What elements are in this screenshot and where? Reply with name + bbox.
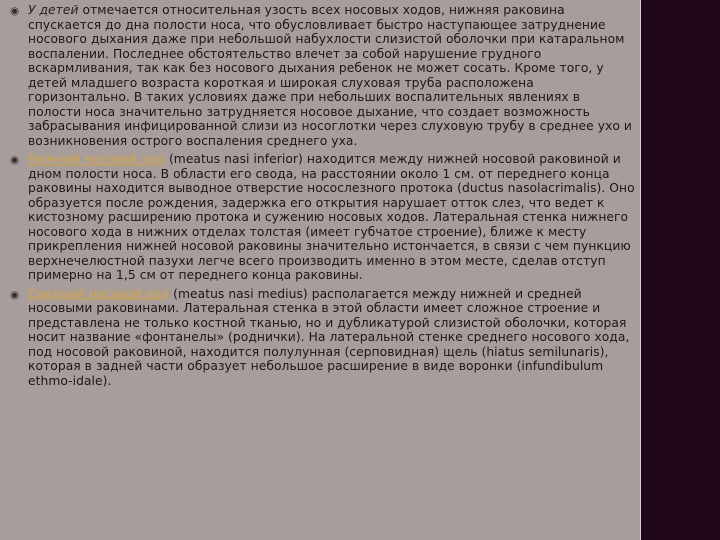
strip-divider — [640, 0, 641, 540]
bullet-paragraph — [28, 287, 635, 389]
bullet-text: (meatus nasi inferior) находится между нижней носовой раковиной и дном полости носа. В области его свода, на расстоянии около 1 см. от переднего конца раковины находится выводное отверстие носослезного протока (ductus nasolacrimalis). Оно образуется после рождения, задержка его открытия нарушает отток слез, что ведет к кистозному расширению протока и сужению носовых ходов. Латеральная стенка нижнего носового хода в нижних отделах толстая (имеет губчатое строение), ближе к месту прикрепления нижней носовой раковины значительно истончается, в связи с чем пункцию верхнечелюстной пазухи легче всего производить именно в этом месте, сделав отступ примерно на 1,5 см от переднего конца раковины. — [28, 152, 635, 282]
target-bullet-icon: ◉ — [10, 5, 20, 17]
bullet-text: отмечается относительная узость всех носовых ходов, нижняя раковина спускается до дна полости носа, что обусловливает быстро наступающее затруднение носового дыхания даже при небольшой набухлости слизистой оболочки при катаральном воспалении. Последнее обстоятельство влечет за собой нарушение грудного вскармливания, так как без носового дыхания ребенок не может сосать. Кроме того, у детей младшего возраста короткая и широкая слуховая труба расположена горизонтально. В таких условиях даже при небольших воспалительных явлениях в полости носа значительно затрудняется носовое дыхание, что создает возможность забрасывания инфицированной слизи из носоглотки через слуховую трубу в среднее ухо и возникновения острого воспаления среднего уха. — [28, 3, 632, 148]
bullet-lead-link[interactable]: Нижний носовой ход — [28, 152, 165, 166]
bullet-paragraph — [28, 3, 635, 148]
bullet-text: (meatus nasi medius) располагается между нижней и средней носовыми раковинами. Латеральная стенка в этой области имеет сложное строение и представлена не только костной тканью, но и дубликатурой слизистой оболочки, которая носит название «фонтанелы» (роднички). На латеральной стенке среднего носового хода, под носовой раковиной, находится полулунная (серповидная) щель (hiatus semilunaris), которая в задней части образует небольшое расширение в виде воронки (infundibulum ethmo-idale). — [28, 286, 630, 388]
bullet-item — [10, 152, 635, 283]
right-decor-strip — [640, 0, 720, 540]
bullet-paragraph — [28, 152, 635, 283]
bullet-item — [10, 3, 635, 148]
text-content — [10, 3, 635, 392]
bullet-lead: У детей — [28, 3, 79, 17]
target-bullet-icon: ◉ — [10, 288, 20, 301]
bullet-lead-link[interactable]: Средний носовой ход — [28, 286, 170, 301]
target-bullet-icon: ◉ — [10, 154, 20, 166]
bullet-item — [10, 287, 635, 389]
